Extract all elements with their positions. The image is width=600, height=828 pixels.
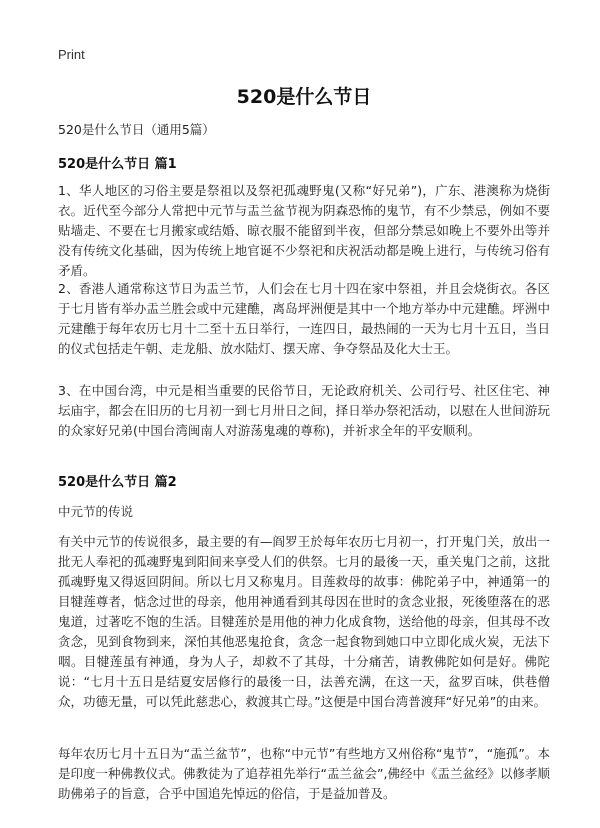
section-2-paragraph-1: 有关中元节的传说很多，最主要的有—阎罗王於每年农历七月初一，打开鬼门关，放出一批无人奉祀的孤魂野鬼到阳间来享受人们的供祭。七月的最後一天，重关鬼门之前，这批孤魂野鬼又得返回阴间。所以七月又称鬼月。目莲救母的故事：佛陀弟子中，神通第一的目犍莲尊者，惦念过世的母亲，他用神通看到其母因在世时的贪念业报，死後堕落在的恶鬼道，过著吃不饱的生活。目犍莲於是用他的神力化成食物，送给他的母亲，但其母不改贪念，见到食物到来，深怕其他恶鬼抢食，贪念一起食物到她口中立即化成火炭，无法下咽。目犍莲虽有神通，身为人子，却救不了其母，十分痛苦，请教佛陀如何是好。佛陀说：“七月十五日是结夏安居修行的最後一日，法善充满，在这一天，盆罗百味，供巷僧众，功德无量，可以凭此慈悲心，救渡其亡母。”这便是中国台湾普渡拜“好兄弟”的由来。 (58, 534, 550, 709)
print-link[interactable]: Print (58, 47, 85, 62)
document-subtitle: 520是什么节日（通用5篇） (58, 122, 215, 137)
page-title: 520是什么节日 (236, 86, 372, 108)
section-heading-1: 520是什么节日 篇1 (58, 157, 177, 172)
section-1-paragraph-2: 2、香港人通常称这节日为盂兰节，人们会在七月十四在家中祭祖，并且会烧街衣。各区于七月皆有举办盂兰胜会或中元建醮，离岛坪洲便是其中一个地方举办中元建醮。坪洲中元建醮于每年农历七月十二至十五日举行，一连四日，最热闹的一天为七月十五日，当日的仪式包括走午朝、走龙船、放水陆灯、摆天席、争夺祭品及化大士王。 (58, 281, 550, 356)
section-2-intro: 中元节的传说 (58, 504, 134, 519)
section-1-paragraph-3: 3、在中国台湾，中元是相当重要的民俗节日，无论政府机关、公司行号、社区住宅、神坛庙宇，都会在旧历的七月初一到七月卅日之间，择日举办祭祀活动，以慰在人世间游玩的众家好兄弟(中国台湾闽南人对游荡鬼魂的尊称)，并祈求全年的平安顺利。 (58, 383, 550, 438)
section-2-paragraph-2: 每年农历七月十五日为“盂兰盆节”，也称“中元节”有些地方又州俗称“鬼节”，“施孤”。本是印度一种佛教仪式。佛教徒为了追荐祖先举行“盂兰盆会”,佛经中《盂兰盆经》以修孝顺助佛弟子的旨意，合乎中国追先悼远的俗信，于是益加普及。 (58, 746, 550, 801)
section-heading-2: 520是什么节日 篇2 (58, 475, 177, 490)
section-1-paragraph-1: 1、华人地区的习俗主要是祭祖以及祭祀孤魂野鬼(又称“好兄弟”)，广东、港澳称为烧街衣。近代至今部分人常把中元节与盂兰盆节视为阴森恐怖的鬼节，有不少禁忌，例如不要贴墙走、不要在七月搬家或结婚、晾衣服不能留到半夜，但部分禁忌如晚上不要外出等并没有传统文化基础，因为传统上地官诞不少祭祀和庆祝活动都是晚上进行，与传统习俗有矛盾。 (58, 183, 550, 278)
